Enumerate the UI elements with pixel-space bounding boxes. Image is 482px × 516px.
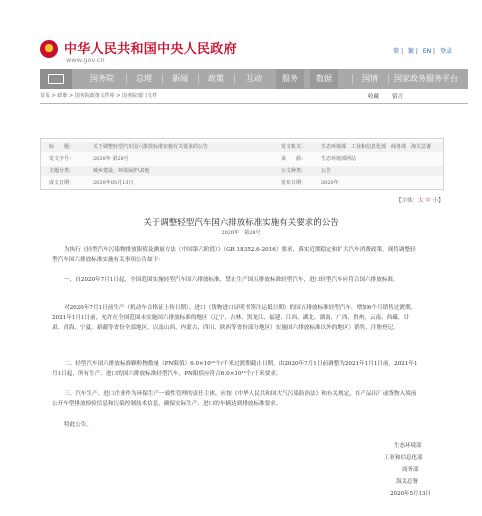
- lang-simplified-link[interactable]: 简: [393, 48, 400, 55]
- lang-traditional-link[interactable]: 繁: [408, 48, 415, 55]
- nav-item-policy[interactable]: 政策: [208, 74, 224, 83]
- document-number: 2020年 第28号: [221, 230, 261, 236]
- metadata-label: 成文日期：: [49, 180, 75, 186]
- font-size-control: 【字体：大 中 小】: [396, 198, 444, 204]
- breadcrumb[interactable]: 首页 > 政策 > 国务院政策文件库 > 国务院部门文件: [40, 93, 158, 99]
- font-medium-button[interactable]: 中: [425, 198, 431, 204]
- message-link[interactable]: 留言: [392, 94, 404, 100]
- metadata-label: 发布日期：: [281, 180, 307, 186]
- metadata-label: 主题分类：: [49, 168, 75, 174]
- nav-item-gov-service-platform[interactable]: 国家政务服务平台: [394, 74, 458, 83]
- metadata-value: 2020年: [321, 180, 339, 186]
- metadata-label: 发文机关：: [281, 144, 307, 150]
- metadata-row: [41, 154, 443, 164]
- metadata-value: 生态环境部 工业和信息化部 商务部 海关总署: [321, 144, 432, 150]
- nav-item-premier[interactable]: 总理: [136, 74, 152, 83]
- nav-item-interaction[interactable]: 互动: [246, 74, 262, 83]
- metadata-label: 标 题：: [49, 144, 75, 150]
- metadata-value: 关于调整轻型汽车国六排放标准实施有关要求的公告: [93, 144, 209, 150]
- favorite-link[interactable]: 收藏: [368, 94, 380, 100]
- body-paragraph: 二、轻型汽车国六排放标准颗粒物数量（PN限值）6.0×10¹²个/千米过渡期截止日期，由2020年7月1日前调整为2021年1月1日前。2021年1月1日起，所有生产、进口的国六排放标准轻型汽车，PN限值应符合6.0×10¹¹个/千米要求。: [52, 361, 418, 377]
- divider: [40, 103, 468, 104]
- language-links: 简 | 繁 | EN | 登录: [393, 48, 452, 55]
- font-large-button[interactable]: 大: [418, 198, 424, 204]
- national-emblem-icon: [40, 40, 58, 58]
- nav-item-state-council[interactable]: 国务院: [90, 74, 114, 83]
- document-title: 关于调整轻型汽车国六排放标准实施有关要求的公告: [143, 218, 339, 228]
- lang-english-link[interactable]: EN: [422, 48, 432, 55]
- font-small-button[interactable]: 小: [432, 198, 439, 204]
- home-icon[interactable]: [40, 69, 72, 89]
- metadata-value: 2020年05月13日: [93, 180, 134, 186]
- document-metadata-table: [40, 138, 444, 190]
- signature-line: 工业和信息化部: [384, 455, 423, 461]
- metadata-label: 来 源：: [281, 156, 307, 162]
- nav-item-service[interactable]: 服务: [276, 69, 304, 89]
- metadata-row: [41, 166, 443, 176]
- signature-line: 生态环境部: [394, 443, 422, 449]
- metadata-row: [41, 178, 443, 188]
- login-link[interactable]: 登录: [439, 48, 452, 55]
- signature-line: 商务部: [402, 467, 419, 473]
- body-paragraph: 三、汽车生产、进口企业作为环保生产一致性管理的责任主体，应按《中华人民共和国大气污染防治法》和有关规定，在产品出厂或货物入境前公开车型排放检验信息和污染控制技术信息，确保实际生产、进口的车辆达到排放标准要求。: [52, 391, 417, 407]
- metadata-label: 公文种类：: [281, 168, 307, 174]
- body-paragraph: 对2020年7月1日前生产（机动车合格证上传日期）、进口（货物进口证明书签注运抵日期）的国五排放标准轻型汽车，增加6个月销售过渡期，2021年1月1日前，允许在全国范围未实施国六排放标准的地区（辽宁、吉林、黑龙江、福建、江西、湖北、湖南、广西、贵州、云南、西藏、甘肃、青海、宁夏、新疆等省份全部地区，以及山西、内蒙古、四川、陕西等省份部分地区）实施国六排放标准以外的地区）销售、注册登记。: [52, 305, 417, 331]
- body-paragraph: 为执行《轻型汽车污染物排放限值及测量方法（中国第六阶段）》（GB 18352.6-2016）要求，落实近期稳定和扩大汽车消费政策，现将调整轻型汽车国六排放标准实施有关事项公告如下：: [52, 247, 416, 263]
- document-date: 2020年5月13日: [390, 491, 431, 497]
- body-paragraph: 特此公告。: [64, 422, 92, 428]
- nav-item-national-info[interactable]: 国情: [362, 74, 378, 83]
- nav-item-news[interactable]: 新闻: [172, 74, 188, 83]
- site-title[interactable]: 中华人民共和国中央人民政府: [64, 42, 237, 57]
- metadata-value: 生态环境部网站: [321, 156, 357, 162]
- metadata-value: 城乡建设、环境保护\其他: [93, 168, 150, 174]
- nav-item-data[interactable]: 数据: [310, 69, 338, 89]
- main-nav: [40, 69, 468, 89]
- metadata-row: [41, 142, 443, 152]
- site-url: www.gov.cn: [66, 56, 105, 64]
- metadata-value: 2020年 第28号: [93, 156, 129, 162]
- signature-line: 海关总署: [396, 479, 419, 485]
- body-paragraph: 一、自2020年7月1日起，全国范围实施轻型汽车国六排放标准，禁止生产国五排放标准轻型汽车，进口轻型汽车应符合国六排放标准。: [64, 277, 399, 283]
- metadata-value: 公告: [321, 168, 332, 174]
- site-header: [0, 0, 482, 66]
- metadata-label: 发文字号：: [49, 156, 75, 162]
